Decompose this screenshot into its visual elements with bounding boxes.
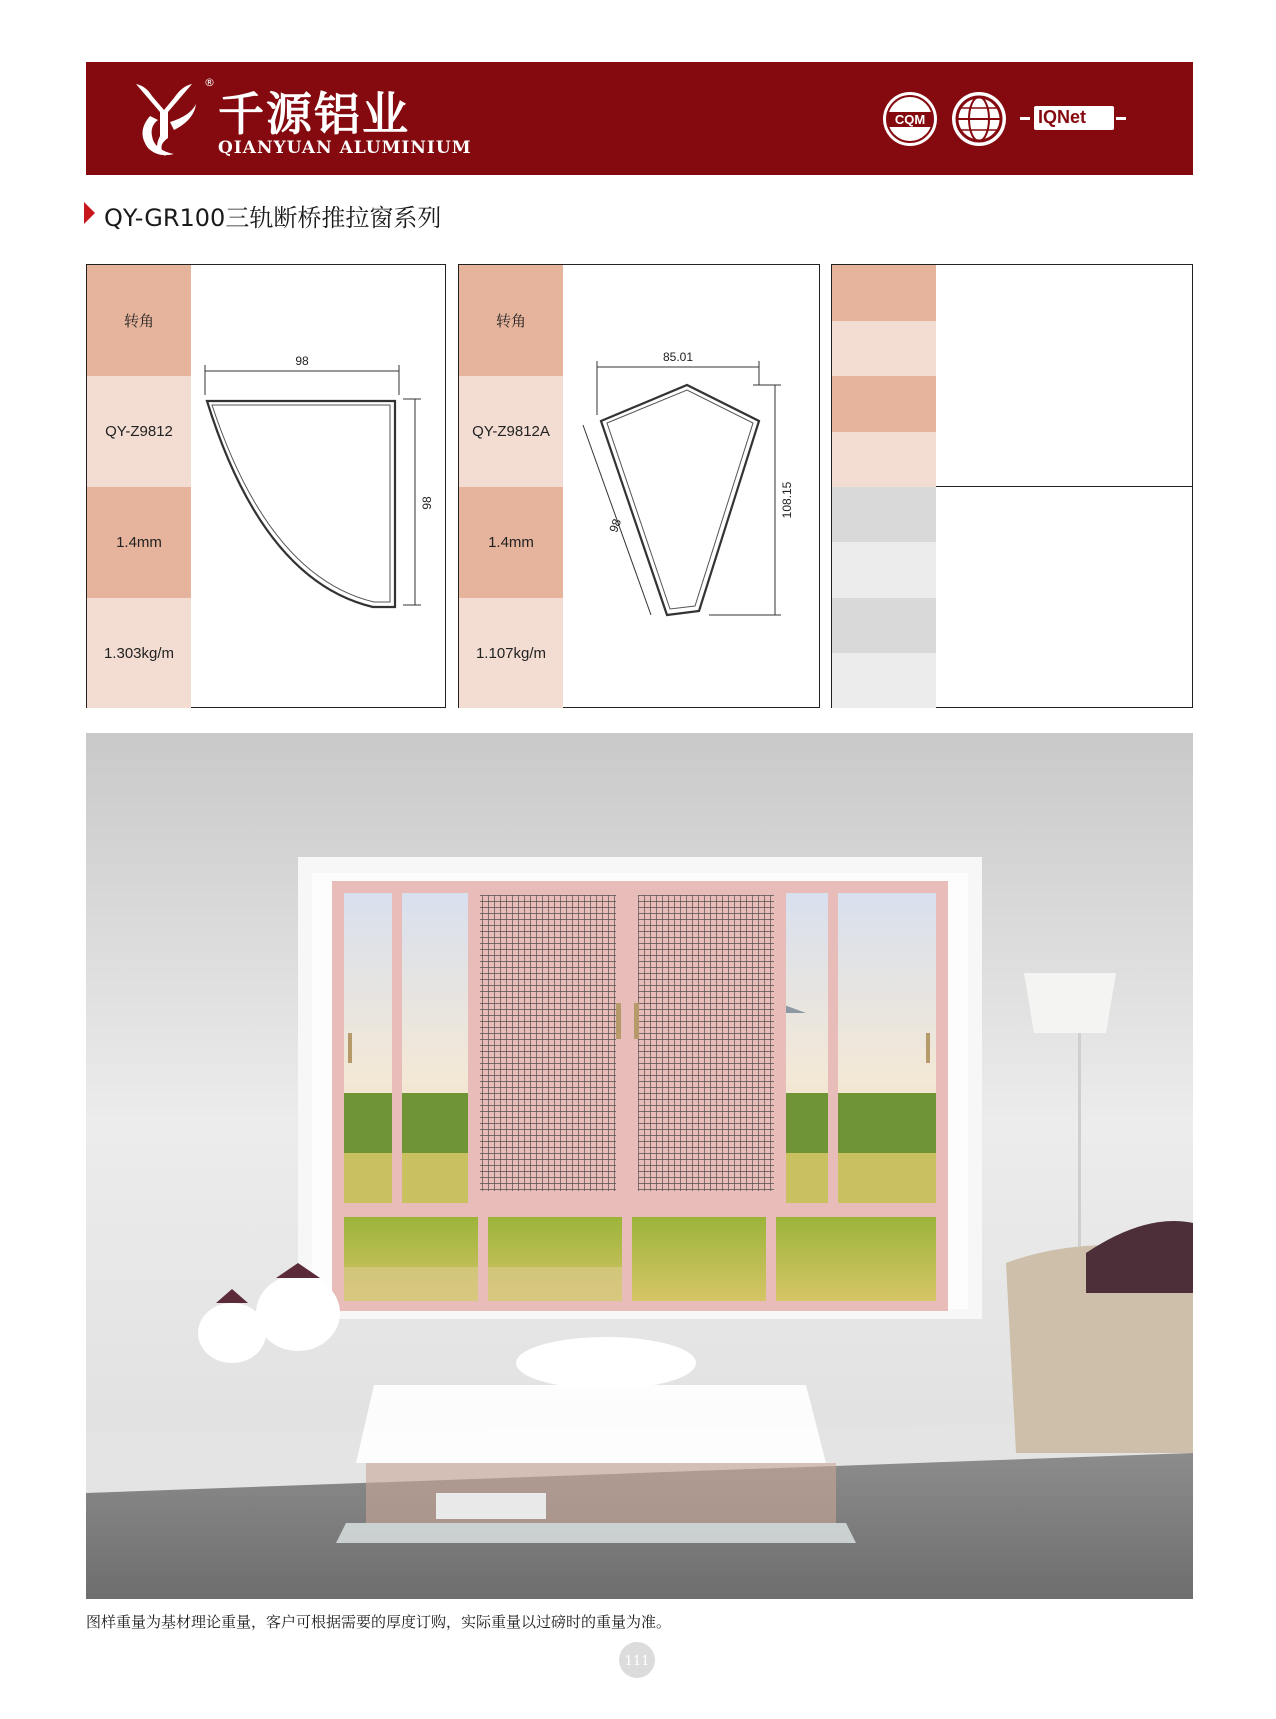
iqnet-label: IQNet <box>1038 107 1087 127</box>
profile-thickness: 1.4mm <box>87 487 191 598</box>
profile-code: QY-Z9812 <box>87 376 191 487</box>
dim-side-label: 98 <box>606 516 625 535</box>
profile-weight: 1.107kg/m <box>459 598 563 708</box>
profile-card <box>86 264 446 708</box>
cqm-badge-label: CQM <box>894 112 926 127</box>
empty-profile-card <box>831 264 1193 708</box>
title-arrow-icon <box>84 202 95 224</box>
page-number-badge <box>617 1640 657 1680</box>
profile-thickness: 1.4mm <box>459 487 563 598</box>
iso-globe-icon <box>950 90 1008 148</box>
profile-category: 转角 <box>87 265 191 376</box>
header-band <box>86 62 1193 175</box>
profile-code: QY-Z9812A <box>459 376 563 487</box>
panel-divider <box>936 486 1192 487</box>
profile-drawing <box>563 265 819 707</box>
series-title: QY-GR100三轨断桥推拉窗系列 <box>104 204 442 232</box>
brand-logo-icon <box>130 76 208 162</box>
registered-mark: ® <box>204 76 215 89</box>
dim-top-label: 85.01 <box>662 350 694 364</box>
brand-name-cn: 千源铝业 <box>218 87 410 141</box>
profile-card <box>458 264 820 708</box>
cqm-certification-icon <box>881 90 939 148</box>
dim-height-label: 108.15 <box>780 481 794 519</box>
brand-name-en: QIANYUAN ALUMINIUM <box>218 138 472 158</box>
profile-category: 转角 <box>459 265 563 376</box>
iqnet-logo <box>1020 106 1126 132</box>
interior-window-photo <box>86 733 1193 1599</box>
dim-height-label: 98 <box>420 496 434 510</box>
profile-drawing <box>191 265 445 707</box>
page-number: 111 <box>624 1654 650 1669</box>
dim-width-label: 98 <box>295 354 309 368</box>
weight-footnote: 图样重量为基材理论重量，客户可根据需要的厚度订购，实际重量以过磅时的重量为准。 <box>86 1613 672 1631</box>
profile-weight: 1.303kg/m <box>87 598 191 708</box>
